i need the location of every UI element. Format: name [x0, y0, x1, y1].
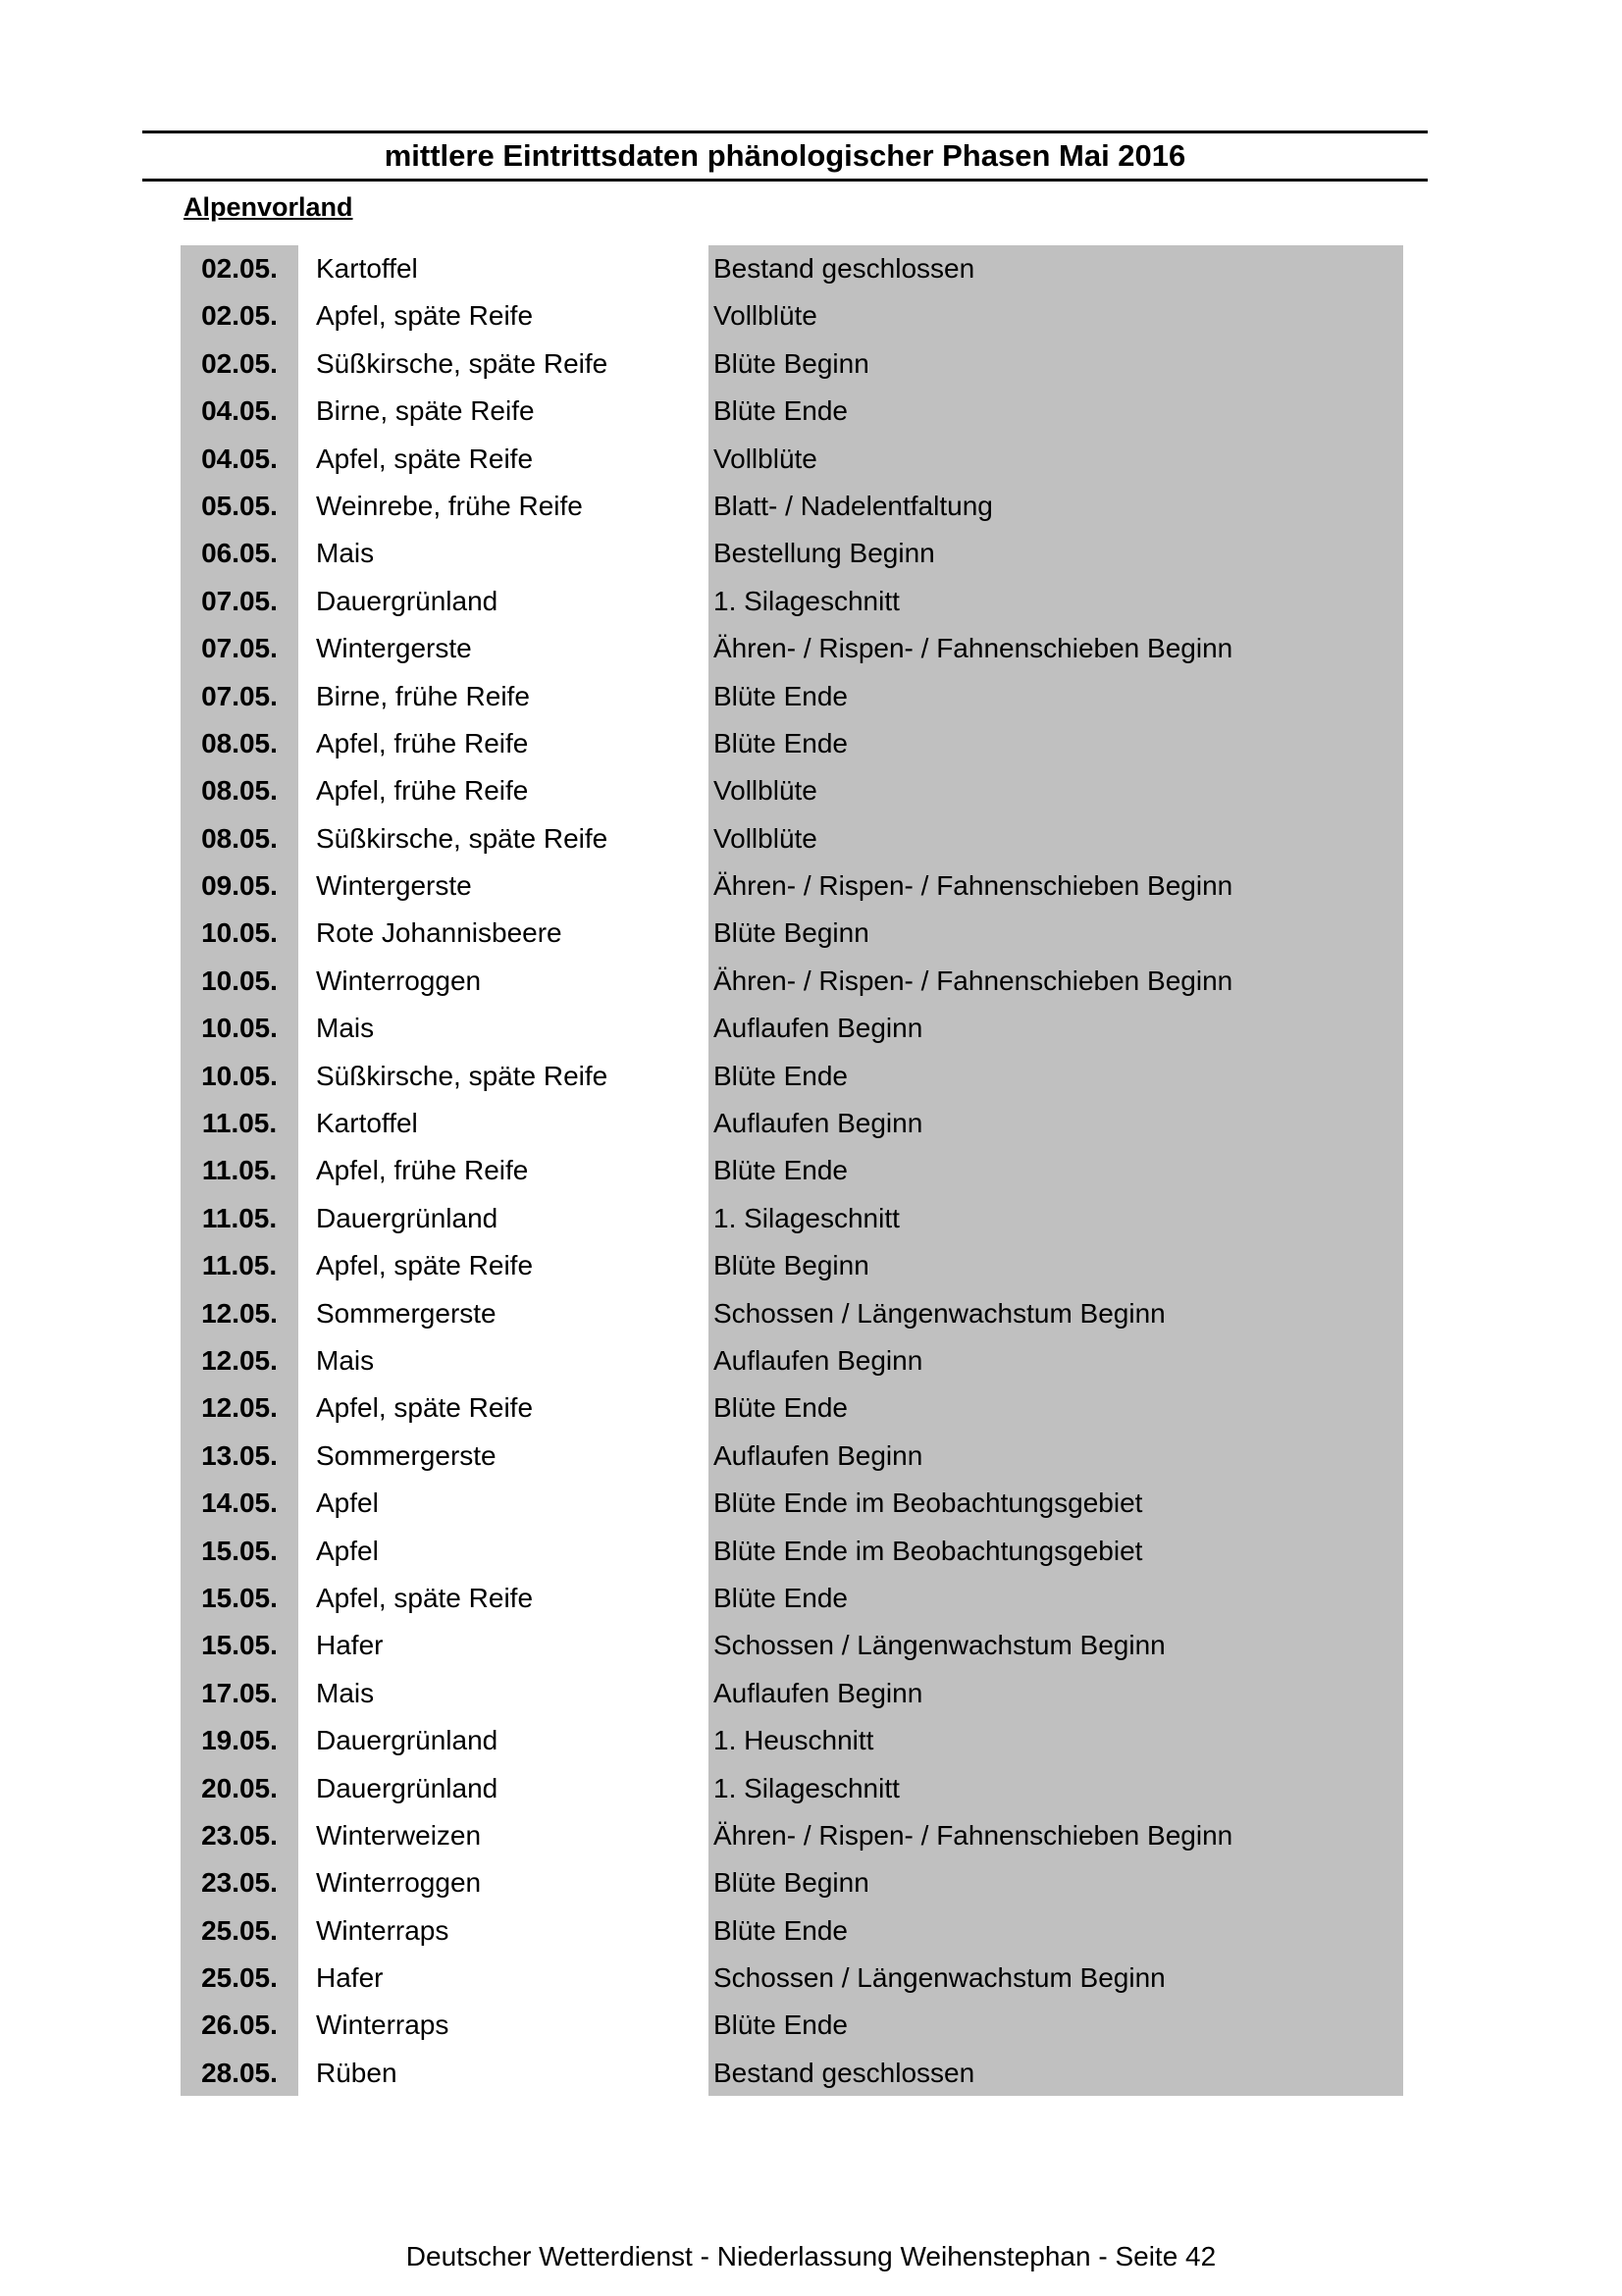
date-cell: 15.05. — [201, 1582, 278, 1613]
date-cell: 10.05. — [201, 965, 278, 996]
date-cell: 23.05. — [201, 1867, 278, 1899]
crop-cell: Rüben — [316, 2057, 397, 2088]
crop-cell: Apfel, frühe Reife — [316, 775, 529, 807]
table-row — [0, 1147, 1622, 1194]
phase-cell: Ähren- / Rispen- / Fahnenschieben Beginn — [713, 1819, 1233, 1851]
table-row — [0, 388, 1622, 435]
table-row — [0, 1528, 1622, 1575]
crop-cell: Apfel, frühe Reife — [316, 727, 529, 758]
crop-cell: Wintergerste — [316, 633, 472, 664]
date-cell: 12.05. — [201, 1344, 278, 1376]
date-cell: 12.05. — [201, 1297, 278, 1329]
table-row — [0, 436, 1622, 483]
date-cell: 02.05. — [201, 253, 278, 284]
crop-cell: Sommergerste — [316, 1297, 497, 1329]
phase-cell: Auflaufen Beginn — [713, 1344, 923, 1376]
crop-cell: Sommergerste — [316, 1439, 497, 1471]
phase-cell: Vollblüte — [713, 443, 817, 474]
page-title: mittlere Eintrittsdaten phänologischer Phasen Mai 2016 — [384, 138, 1186, 173]
phase-cell: 1. Silageschnitt — [713, 1772, 900, 1803]
crop-cell: Süßkirsche, späte Reife — [316, 347, 608, 379]
phase-cell: Auflaufen Beginn — [713, 1013, 923, 1044]
phase-cell: Blüte Ende — [713, 1914, 848, 1946]
phase-cell: Blüte Ende — [713, 1582, 848, 1613]
table-row — [0, 1290, 1622, 1337]
date-cell: 26.05. — [201, 2009, 278, 2041]
phase-cell: Blüte Beginn — [713, 1250, 869, 1281]
table-row — [0, 1100, 1622, 1147]
table-row — [0, 1480, 1622, 1527]
table-row — [0, 1955, 1622, 2002]
table-row — [0, 1859, 1622, 1906]
date-cell: 25.05. — [201, 1962, 278, 1994]
phase-cell: Bestand geschlossen — [713, 2057, 975, 2088]
date-cell: 10.05. — [201, 1013, 278, 1044]
date-cell: 11.05. — [201, 1108, 278, 1139]
crop-cell: Dauergrünland — [316, 1772, 498, 1803]
date-cell: 08.05. — [201, 822, 278, 854]
phase-cell: Bestellung Beginn — [713, 538, 935, 569]
crop-cell: Dauergrünland — [316, 1725, 498, 1756]
table-row — [0, 720, 1622, 767]
date-cell: 15.05. — [201, 1535, 278, 1566]
phase-cell: Blüte Beginn — [713, 1867, 869, 1899]
crop-cell: Apfel, späte Reife — [316, 1582, 534, 1613]
table-row — [0, 2050, 1622, 2097]
crop-cell: Rote Johannisbeere — [316, 917, 562, 949]
crop-cell: Dauergrünland — [316, 585, 498, 616]
crop-cell: Apfel, späte Reife — [316, 1392, 534, 1424]
phenology-table — [0, 245, 1622, 2097]
phase-cell: 1. Silageschnitt — [713, 585, 900, 616]
date-cell: 04.05. — [201, 443, 278, 474]
date-cell: 12.05. — [201, 1392, 278, 1424]
crop-cell: Apfel — [316, 1487, 379, 1519]
phase-cell: Blüte Ende — [713, 2009, 848, 2041]
date-cell: 23.05. — [201, 1819, 278, 1851]
table-row — [0, 1622, 1622, 1669]
phase-cell: Blüte Ende — [713, 1392, 848, 1424]
table-row — [0, 1717, 1622, 1764]
table-row — [0, 910, 1622, 957]
phase-cell: Blüte Beginn — [713, 917, 869, 949]
phase-cell: Blüte Ende — [713, 395, 848, 427]
crop-cell: Apfel, späte Reife — [316, 443, 534, 474]
date-cell: 07.05. — [201, 680, 278, 711]
table-row — [0, 1005, 1622, 1052]
table-row — [0, 530, 1622, 577]
table-row — [0, 958, 1622, 1005]
phase-cell: Auflaufen Beginn — [713, 1677, 923, 1708]
region-heading: Alpenvorland — [183, 192, 353, 222]
table-row — [0, 292, 1622, 339]
crop-cell: Apfel, späte Reife — [316, 1250, 534, 1281]
phase-cell: Blatt- / Nadelentfaltung — [713, 490, 993, 521]
crop-cell: Kartoffel — [316, 1108, 418, 1139]
date-cell: 17.05. — [201, 1677, 278, 1708]
table-row — [0, 245, 1622, 292]
crop-cell: Süßkirsche, späte Reife — [316, 822, 608, 854]
crop-cell: Süßkirsche, späte Reife — [316, 1060, 608, 1091]
phase-cell: Blüte Ende — [713, 727, 848, 758]
crop-cell: Winterraps — [316, 1914, 449, 1946]
table-row — [0, 1670, 1622, 1717]
phase-cell: Bestand geschlossen — [713, 253, 975, 284]
phase-cell: 1. Silageschnitt — [713, 1202, 900, 1233]
crop-cell: Apfel — [316, 1535, 379, 1566]
phase-cell: Blüte Beginn — [713, 347, 869, 379]
crop-cell: Weinrebe, frühe Reife — [316, 490, 583, 521]
table-row — [0, 1433, 1622, 1480]
crop-cell: Birne, frühe Reife — [316, 680, 530, 711]
crop-cell: Dauergrünland — [316, 1202, 498, 1233]
date-cell: 15.05. — [201, 1630, 278, 1661]
date-cell: 20.05. — [201, 1772, 278, 1803]
table-row — [0, 578, 1622, 625]
phase-cell: Schossen / Längenwachstum Beginn — [713, 1630, 1166, 1661]
crop-cell: Mais — [316, 1013, 375, 1044]
page-footer: Deutscher Wetterdienst - Niederlassung Weihenstephan - Seite 42 — [405, 2241, 1217, 2271]
date-cell: 09.05. — [201, 870, 278, 902]
title-rule-top — [142, 130, 1428, 133]
phase-cell: Schossen / Längenwachstum Beginn — [713, 1297, 1166, 1329]
phase-cell: Schossen / Längenwachstum Beginn — [713, 1962, 1166, 1994]
title-rule-bottom — [142, 179, 1428, 182]
phase-cell: Auflaufen Beginn — [713, 1439, 923, 1471]
phase-cell: Auflaufen Beginn — [713, 1108, 923, 1139]
phase-cell: Blüte Ende im Beobachtungsgebiet — [713, 1487, 1143, 1519]
date-cell: 19.05. — [201, 1725, 278, 1756]
crop-cell: Winterroggen — [316, 965, 482, 996]
table-row — [0, 625, 1622, 672]
date-cell: 14.05. — [201, 1487, 278, 1519]
crop-cell: Winterroggen — [316, 1867, 482, 1899]
table-row — [0, 2002, 1622, 2049]
table-row — [0, 673, 1622, 720]
table-row — [0, 1195, 1622, 1242]
crop-cell: Apfel, frühe Reife — [316, 1155, 529, 1186]
table-row — [0, 862, 1622, 910]
crop-cell: Birne, späte Reife — [316, 395, 535, 427]
phase-cell: Blüte Ende — [713, 680, 848, 711]
phase-cell: Blüte Ende — [713, 1155, 848, 1186]
phase-cell: Blüte Ende — [713, 1060, 848, 1091]
crop-cell: Mais — [316, 1677, 375, 1708]
crop-cell: Apfel, späte Reife — [316, 300, 534, 332]
phase-cell: Vollblüte — [713, 300, 817, 332]
phase-cell: Ähren- / Rispen- / Fahnenschieben Beginn — [713, 870, 1233, 902]
table-row — [0, 1575, 1622, 1622]
table-row — [0, 1812, 1622, 1859]
date-cell: 02.05. — [201, 300, 278, 332]
crop-cell: Wintergerste — [316, 870, 472, 902]
crop-cell: Winterraps — [316, 2009, 449, 2041]
phase-cell: Vollblüte — [713, 775, 817, 807]
phase-cell: Vollblüte — [713, 822, 817, 854]
crop-cell: Hafer — [316, 1630, 384, 1661]
date-cell: 05.05. — [201, 490, 278, 521]
table-row — [0, 815, 1622, 862]
crop-cell: Mais — [316, 1344, 375, 1376]
date-cell: 08.05. — [201, 775, 278, 807]
crop-cell: Winterweizen — [316, 1819, 482, 1851]
phase-cell: Ähren- / Rispen- / Fahnenschieben Beginn — [713, 633, 1233, 664]
crop-cell: Mais — [316, 538, 375, 569]
date-cell: 04.05. — [201, 395, 278, 427]
date-cell: 11.05. — [201, 1202, 278, 1233]
date-cell: 28.05. — [201, 2057, 278, 2088]
date-cell: 11.05. — [201, 1155, 278, 1186]
table-row — [0, 1907, 1622, 1955]
table-row — [0, 1053, 1622, 1100]
date-cell: 25.05. — [201, 1914, 278, 1946]
date-cell: 10.05. — [201, 1060, 278, 1091]
table-row — [0, 1384, 1622, 1432]
date-cell: 07.05. — [201, 585, 278, 616]
date-cell: 11.05. — [201, 1250, 278, 1281]
crop-cell: Hafer — [316, 1962, 384, 1994]
date-cell: 13.05. — [201, 1439, 278, 1471]
table-row — [0, 483, 1622, 530]
phase-cell: Blüte Ende im Beobachtungsgebiet — [713, 1535, 1143, 1566]
table-row — [0, 767, 1622, 814]
table-row — [0, 340, 1622, 388]
date-cell: 07.05. — [201, 633, 278, 664]
phase-cell: Ähren- / Rispen- / Fahnenschieben Beginn — [713, 965, 1233, 996]
table-row — [0, 1242, 1622, 1289]
date-cell: 08.05. — [201, 727, 278, 758]
crop-cell: Kartoffel — [316, 253, 418, 284]
phase-cell: 1. Heuschnitt — [713, 1725, 874, 1756]
date-cell: 10.05. — [201, 917, 278, 949]
date-cell: 02.05. — [201, 347, 278, 379]
table-row — [0, 1765, 1622, 1812]
date-cell: 06.05. — [201, 538, 278, 569]
table-row — [0, 1337, 1622, 1384]
